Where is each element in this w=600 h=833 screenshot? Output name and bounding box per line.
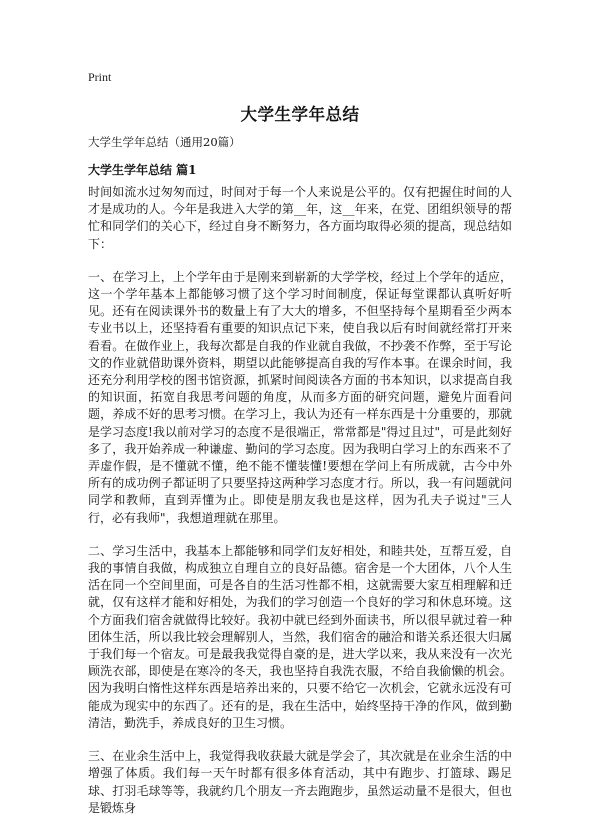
document-title: 大学生学年总结 bbox=[240, 105, 360, 124]
print-link[interactable]: Print bbox=[88, 70, 112, 84]
paragraph-life: 二、学习生活中，我基本上都能够和同学们友好相处，和睦共处，互帮互爱，自我的事情自我做，构成独立自理自立的良好品德。宿舍是一个大团体，八个人生活在同一个空间里面，可是各自的生活习性都不相，这就需要大家互相理解和迁就，仅有这样才能和好相处，为我们的学习创造一个良好的学习和休息环境。这个方面我们宿舍就做得比较好。我初中就已经到外面读书，所以很早就过着一种团体生活，所以我比较会理解别人，当然，我们宿舍的融洽和谐关系还很大归属于我们每一个宿友。可是最我我觉得自豪的是，进大学以来，我从来没有一次光顾洗衣部，即使是在寒冷的冬天，我也坚持自我洗衣服，不给自我偷懒的机会。因为我明白惰性这样东西是培养出来的，只要不给它一次机会，它就永远没有可能成为现实中的东西了。还有的是，我在生活中，始终坚持干净的作风，做到勤清洁，勤洗手，养成良好的卫生习惯。 bbox=[88, 543, 512, 730]
document-subtitle: 大学生学年总结（通用20篇） bbox=[88, 135, 241, 149]
paragraph-leisure: 三、在业余生活中上，我觉得我收获最大就是学会了，其次就是在业余生活的中增强了体质。我们每一天午时都有很多体育活动，其中有跑步、打篮球、踢足球、打羽毛球等等，我就约几个朋友一齐去跑跑步，虽然运动量不是很大，但也是锻炼身 bbox=[88, 749, 512, 815]
paragraph-intro: 时间如流水过匆匆而过，时间对于每一个人来说是公平的。仅有把握住时间的人才是成功的人。今年是我进入大学的第__年，这__年来，在党、团组织领导的帮忙和同学们的关心下，经过自身不断努力，各方面均取得必须的提高，现总结如下： bbox=[88, 185, 512, 251]
section-heading: 大学生学年总结 篇1 bbox=[88, 163, 197, 177]
article-body bbox=[88, 184, 512, 833]
paragraph-study: 一、在学习上，上个学年由于是刚来到崭新的大学学校，经过上个学年的适应，这一个学年基本上都能够习惯了这个学习时间制度，保证每堂课都认真听好听见。还有在阅读课外书的数量上有了大大的增多，不但坚持每个星期看至少两本专业书以上，还坚持看有重要的知识点记下来，使自我以后有时间就经常打开来看看。在做作业上，我每次都是自我的作业就自我做，不抄袭不作弊，至于写论文的作业就借助课外资料，期望以此能够提高自我的写作本事。在课余时间，我还充分利用学校的图书馆资源，抓紧时间阅读各方面的书本知识，以求提高自我的知识面，拓宽自我思考问题的角度，从而多方面的研究问题，避免片面看问题，养成不好的思考习惯。在学习上，我认为还有一样东西是十分重要的，那就是学习态度!我以前对学习的态度不是很端正，常常都是"得过且过"，可是此刻好多了，我开始养成一种谦虚、勤问的学习态度。因为我明白学习上的东西来不了弄虚作假，是不懂就不懂，绝不能不懂装懂!要想在学问上有所成就，古今中外所有的成功例子都证明了只要坚持这两种学习态度才行。所以，我一有问题就问同学和教师，直到弄懂为止。即使是朋友我也是这样，因为孔夫子说过"三人行，必有我师"，我想道理就在那里。 bbox=[88, 269, 512, 525]
